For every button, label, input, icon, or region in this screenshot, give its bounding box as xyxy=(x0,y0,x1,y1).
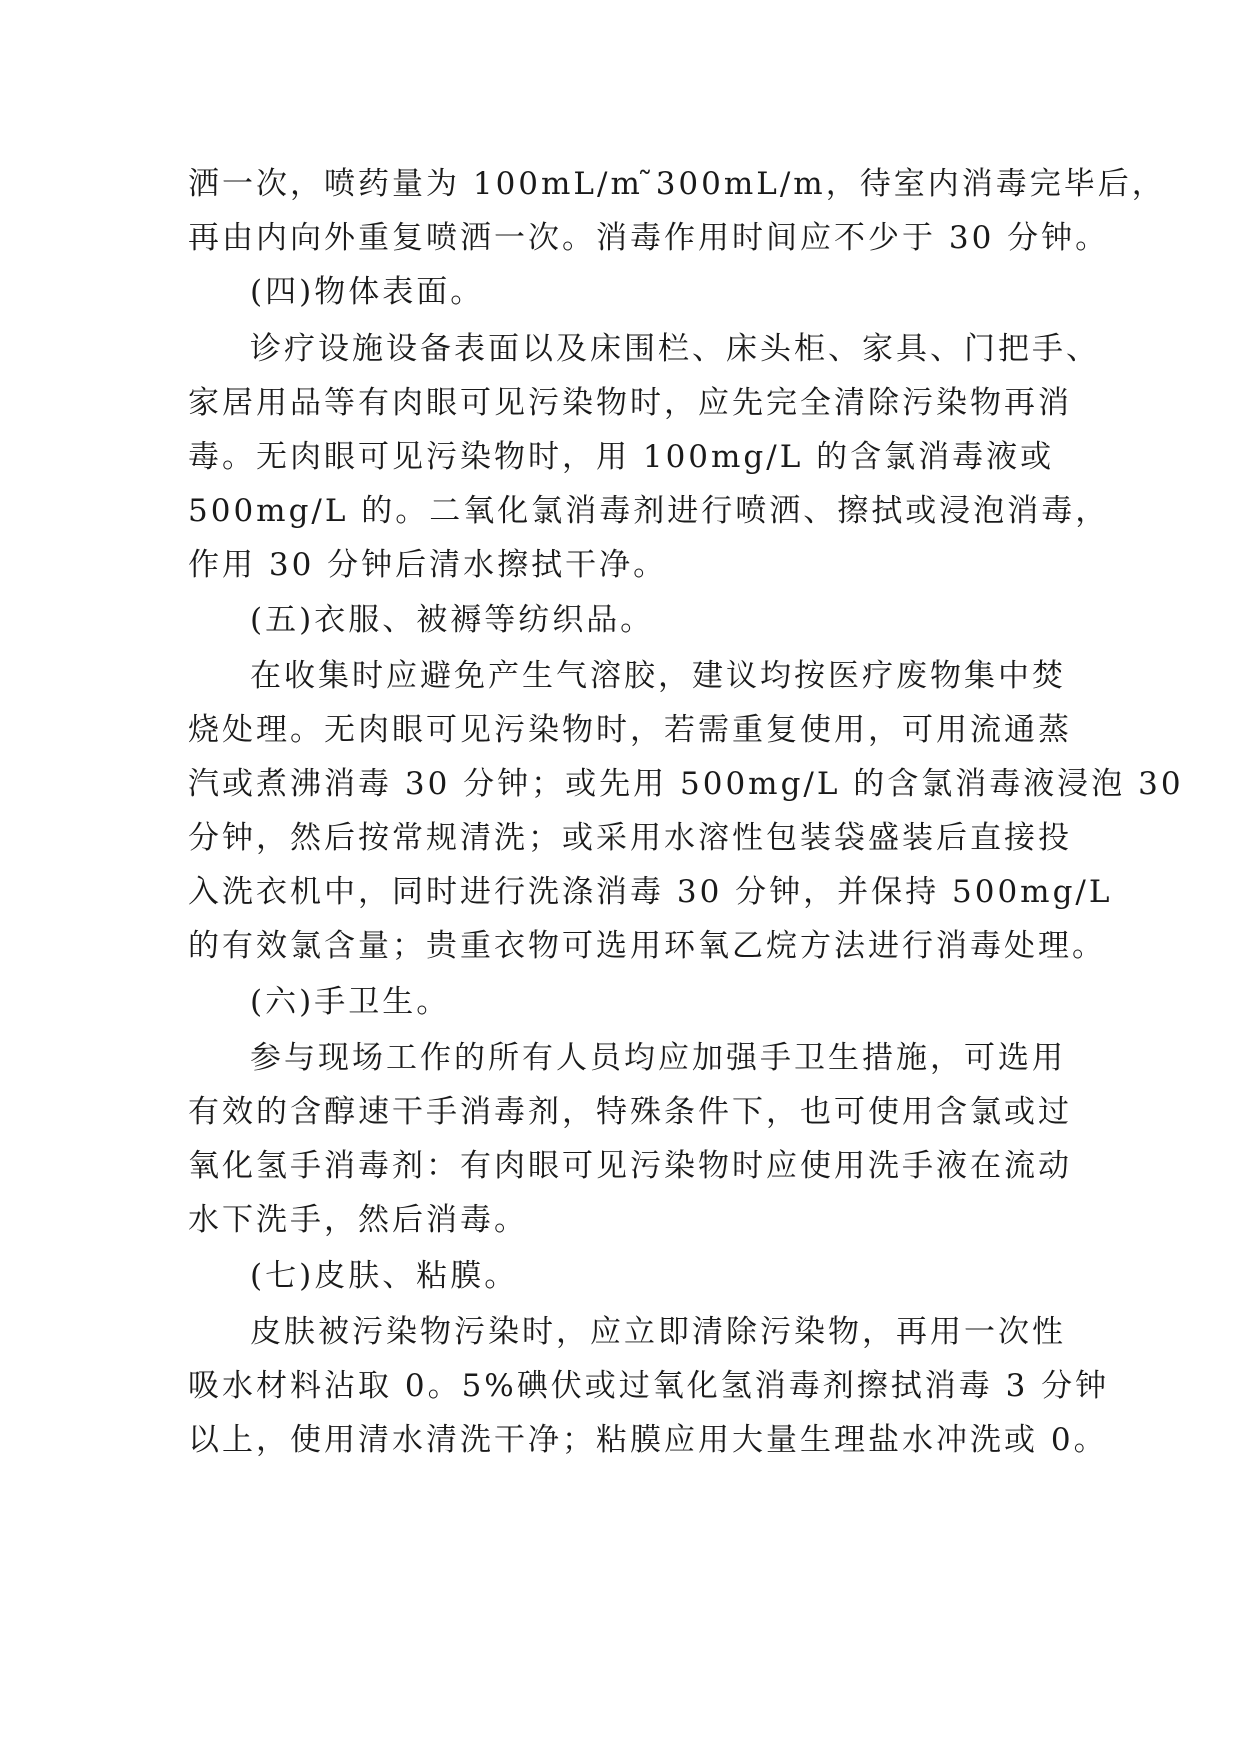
text-line: 以上，使用清水清洗干净；粘膜应用大量生理盐水冲洗或 0。 xyxy=(188,1422,1108,1458)
text-line: 烧处理。无肉眼可见污染物时，若需重复使用，可用流通蒸 xyxy=(188,712,1072,748)
text-line: 吸水材料沾取 0。5%碘伏或过氧化氢消毒剂擦拭消毒 3 分钟 xyxy=(188,1368,1110,1404)
text-line: 在收集时应避免产生气溶胶，建议均按医疗废物集中焚 xyxy=(250,658,1066,694)
text-line: 毒。无肉眼可见污染物时，用 100mg/L 的含氯消毒液或 xyxy=(188,439,1055,475)
text-line: 参与现场工作的所有人员均应加强手卫生措施，可选用 xyxy=(250,1040,1066,1076)
text-line: 再由内向外重复喷洒一次。消毒作用时间应不少于 30 分钟。 xyxy=(188,220,1110,256)
text-line: 洒一次，喷药量为 100mL/m ̃300mL/m，待室内消毒完毕后， xyxy=(188,166,1166,202)
text-line: 皮肤被污染物污染时，应立即清除污染物，再用一次性 xyxy=(250,1314,1066,1350)
section-heading: (六)手卫生。 xyxy=(250,984,451,1020)
section-heading: (四)物体表面。 xyxy=(250,274,485,310)
text-line: 汽或煮沸消毒 30 分钟；或先用 500mg/L 的含氯消毒液浸泡 30 xyxy=(188,766,1184,802)
text-line: 氧化氢手消毒剂：有肉眼可见污染物时应使用洗手液在流动 xyxy=(188,1148,1072,1184)
text-line: 作用 30 分钟后清水擦拭干净。 xyxy=(188,547,668,583)
text-line: 的有效氯含量；贵重衣物可选用环氧乙烷方法进行消毒处理。 xyxy=(188,928,1106,964)
section-heading: (七)皮肤、粘膜。 xyxy=(250,1258,519,1294)
text-line: 分钟，然后按常规清洗；或采用水溶性包装袋盛装后直接投 xyxy=(188,820,1072,856)
text-line: 水下洗手，然后消毒。 xyxy=(188,1202,528,1238)
text-line: 500mg/L 的。二氧化氯消毒剂进行喷洒、擦拭或浸泡消毒， xyxy=(188,493,1110,529)
text-line: 有效的含醇速干手消毒剂，特殊条件下，也可使用含氯或过 xyxy=(188,1094,1072,1130)
text-line: 家居用品等有肉眼可见污染物时，应先完全清除污染物再消 xyxy=(188,385,1072,421)
text-line: 诊疗设施设备表面以及床围栏、床头柜、家具、门把手、 xyxy=(250,331,1100,367)
text-line: 入洗衣机中，同时进行洗涤消毒 30 分钟，并保持 500mg/L xyxy=(188,874,1113,910)
section-heading: (五)衣服、被褥等纺织品。 xyxy=(250,602,655,638)
